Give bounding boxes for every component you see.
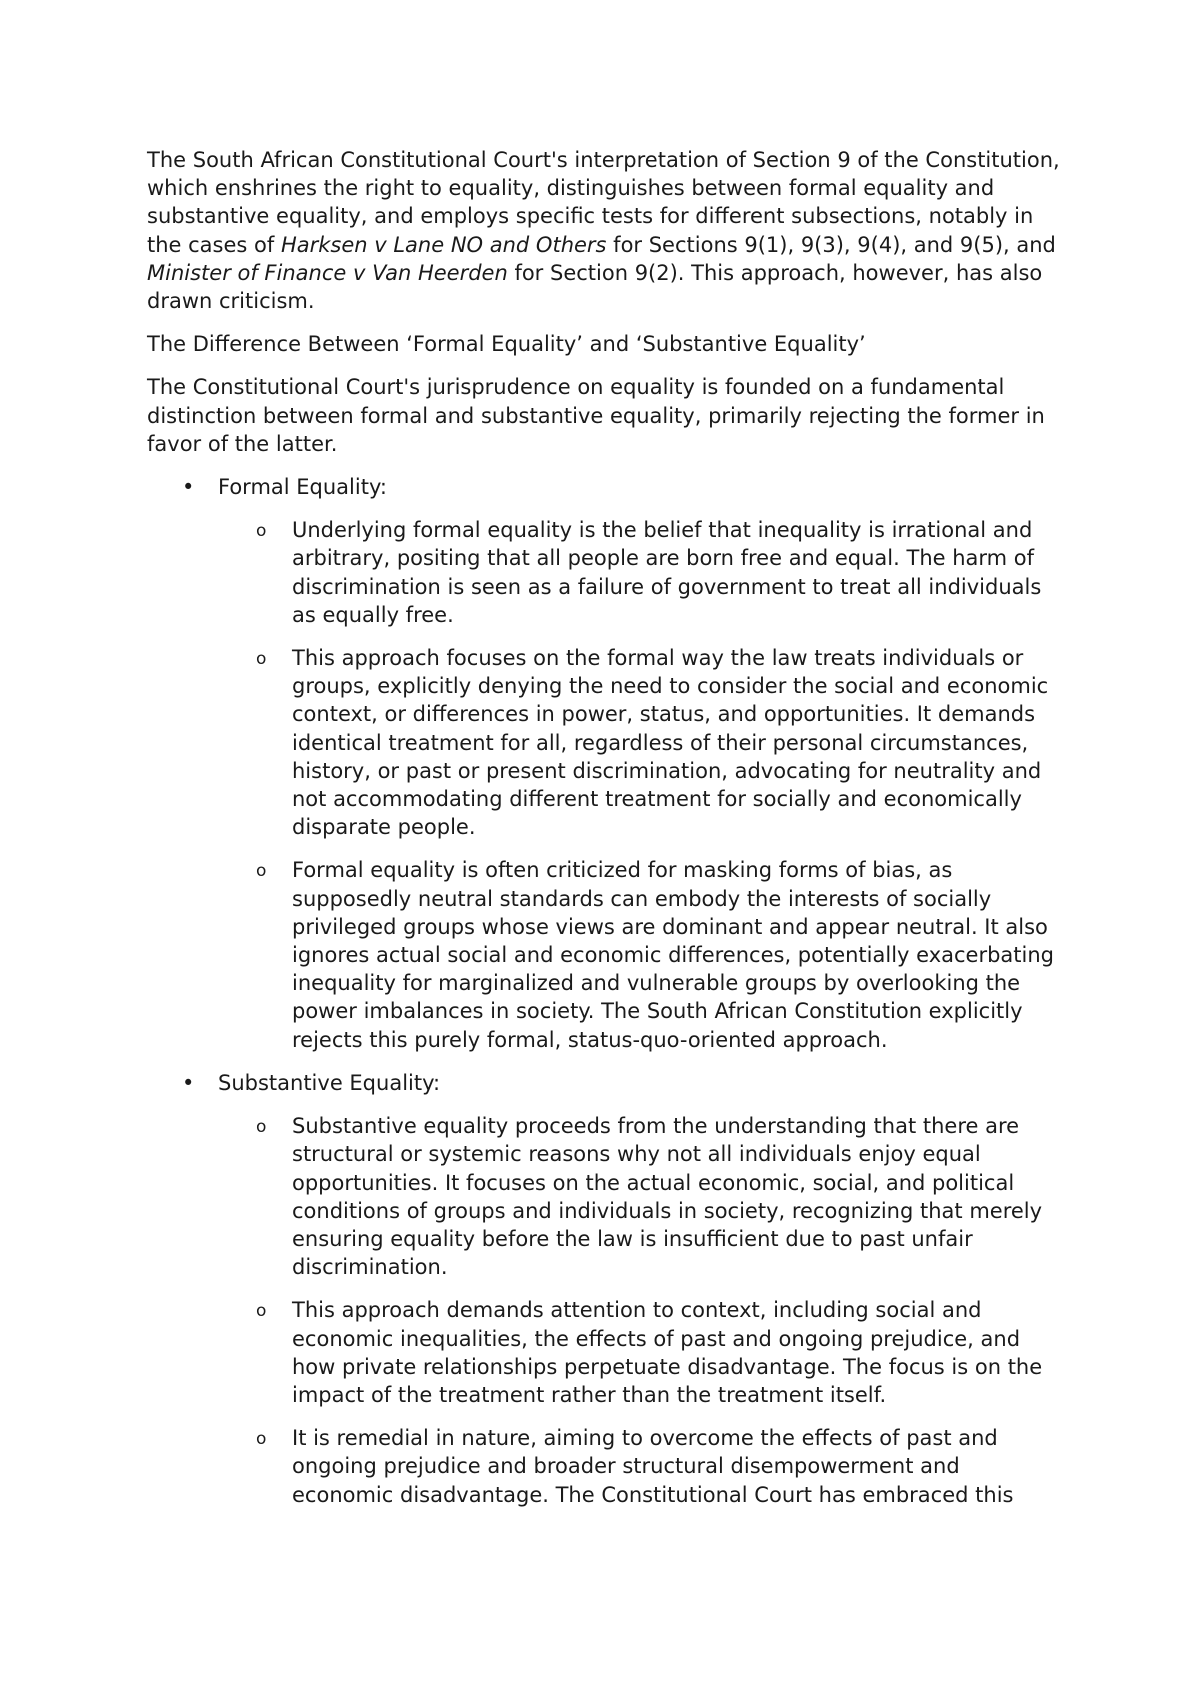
document-page [147,146,1067,1524]
section-heading: The Difference Between ‘Formal Equality’ and ‘Substantive Equality’ [147,332,866,357]
bullet-icon: • [182,475,195,500]
substantive-equality-sublist [218,1112,1067,1509]
equality-types-list [147,473,1067,1509]
distinction-paragraph: The Constitutional Court's jurisprudence on equality is founded on a fundamental distinction between formal and substantive equality, primarily rejecting the former in favor of the latter. [147,375,1045,456]
list-item-title: Substantive Equality: [218,1070,441,1095]
sub-list-item-text: Underlying formal equality is the belief that inequality is irrational and arbitrary, positing that all people are born free and equal. The harm of discrimination is seen as a failure of government to treat all individuals as equally free. [292,518,1042,627]
sub-bullet-icon: o [256,1429,267,1450]
case-citation-van-heerden: Minister of Finance v Van Heerden [147,260,508,285]
sub-bullet-icon: o [256,1117,267,1138]
sub-list-item-text: This approach focuses on the formal way the law treats individuals or groups, explicitly denying the need to consider the social and economic context, or differences in power, status, and opportunities. It demands identical treatment for all, regardless of their personal circumstances, history, or past or present discrimination, advocating for neutrality and not accommodating different treatment for socially and economically disparate people. [292,646,1049,840]
sub-list-item [147,516,1067,629]
sub-bullet-icon: o [256,861,267,882]
intro-text-1: The South African Constitutional Court's interpretation of Section 9 of the Constitution, which enshrines the right to equality, distinguishes between formal equality and substantive equality, and employs specific tests for different subsections, notably in the cases of [147,148,1060,257]
list-item-substantive-equality [147,1069,1067,1509]
sub-list-item [147,644,1067,841]
case-citation-harksen: Harksen v Lane NO and Others [280,232,607,257]
sub-list-item [147,1296,1067,1409]
list-item-title: Formal Equality: [218,475,387,500]
intro-text-3: for Section 9(2). This approach, however, has also drawn criticism. [147,260,1043,314]
sub-list-item-text: It is remedial in nature, aiming to overcome the effects of past and ongoing prejudice and broader structural disempowerment and economic disadvantage. The Constitutional Court has embraced this [292,1426,1014,1507]
sub-list-item-text: Substantive equality proceeds from the understanding that there are structural or systemic reasons why not all individuals enjoy equal opportunities. It focuses on the actual economic, social, and political conditions of groups and individuals in society, recognizing that merely ensuring equality before the law is insufficient due to past unfair discrimination. [292,1114,1043,1280]
sub-list-item [147,1112,1067,1281]
formal-equality-sublist [218,516,1067,1054]
sub-bullet-icon: o [256,649,267,670]
sub-bullet-icon: o [256,521,267,542]
intro-paragraph [147,146,1067,315]
sub-list-item-text: Formal equality is often criticized for masking forms of bias, as supposedly neutral standards can embody the interests of socially privileged groups whose views are dominant and appear neutral. It also ignores actual social and economic differences, potentially exacerbating inequality for marginalized and vulnerable groups by overlooking the power imbalances in society. The South African Constitution explicitly rejects this purely formal, status-quo-oriented approach. [292,858,1054,1052]
sub-list-item [147,856,1067,1053]
sub-list-item-text: This approach demands attention to context, including social and economic inequalities, the effects of past and ongoing prejudice, and how private relationships perpetuate disadvantage. The focus is on the impact of the treatment rather than the treatment itself. [292,1298,1043,1407]
bullet-icon: • [182,1070,195,1095]
sub-list-item [147,1424,1067,1509]
list-item-formal-equality [147,473,1067,1054]
sub-bullet-icon: o [256,1301,267,1322]
intro-text-2: for Sections 9(1), 9(3), 9(4), and 9(5), and [606,232,1056,257]
